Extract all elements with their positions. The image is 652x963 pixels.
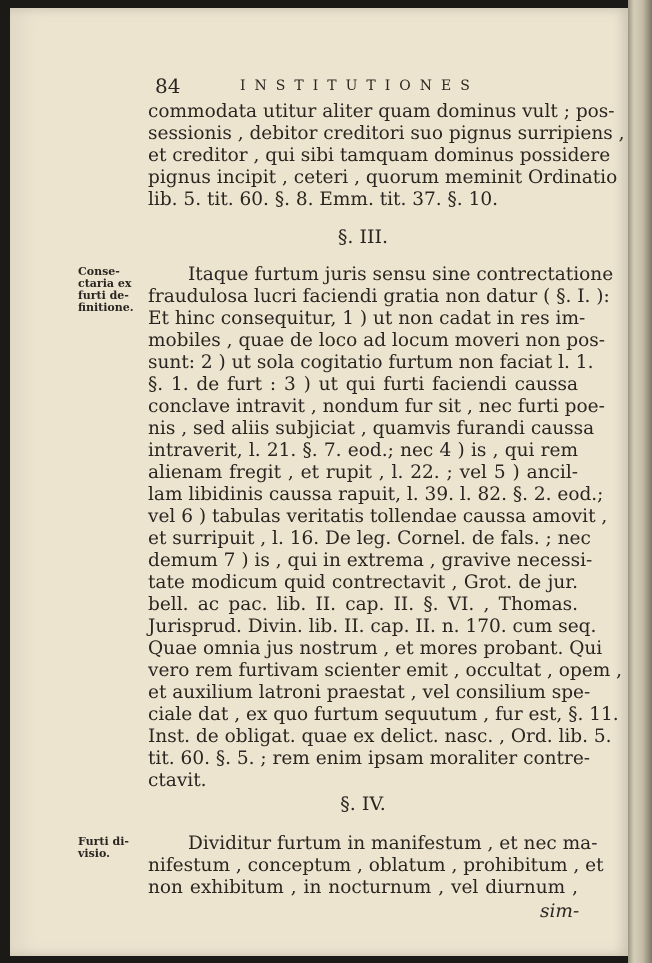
text-line: et auxilium latroni praestat , vel consilium spe- [148,682,591,703]
text-line: Et hinc consequitur, 1 ) ut non cadat in res im- [148,308,586,329]
text-line: tit. 60. §. 5. ; rem enim ipsam moraliter contre- [148,748,591,769]
text-line: vero rem furtivam scienter emit , occultat , opem , [148,660,623,681]
text-line: sunt: 2 ) ut sola cogitatio furtum non faciat l. 1. [148,352,594,373]
text-line: ciale dat , ex quo furtum sequutum , fur est, §. 11. [148,704,619,725]
text-line: Jurisprud. Divin. lib. II. cap. II. n. 170. cum seq. [148,616,597,637]
text-line: Dividitur furtum in manifestum , et nec ma- [188,833,598,854]
margin-note-line: Furti di- [78,835,129,848]
margin-note-line: furti de- [78,289,129,302]
margin-note-division [78,836,153,860]
margin-note-line: ctaria ex [78,277,132,290]
margin-note-line: visio. [78,847,110,860]
text-line: bell. ac pac. lib. II. cap. II. §. VI. , Thomas. [148,594,578,615]
margin-note-line: finitione. [78,301,134,314]
text-line: Quae omnia jus nostrum , et mores probant. Qui [148,638,603,659]
running-title: INSTITUTIONES [240,78,479,94]
catchword: sim- [540,901,580,922]
text-line: tate modicum quid contrectavit , Grot. de jur. [148,572,578,593]
text-line: mobiles , quae de loco ad locum moveri non pos- [148,330,605,351]
section-heading-3: §. III. [337,226,389,248]
margin-note-corollaries [78,266,153,314]
margin-note-line: Conse- [78,265,120,278]
text-line: demum 7 ) is , qui in extrema , gravive necessi- [148,550,593,571]
page-edge [628,0,652,963]
text-line: §. 1. de furt : 3 ) ut qui furti faciendi caussa [148,374,578,395]
text-line: conclave intravit , nondum fur sit , nec furti poe- [148,396,605,417]
text-line: Inst. de obligat. quae ex delict. nasc. , Ord. lib. 5. [148,726,612,747]
text-line: nifestum , conceptum , oblatum , prohibitum , et [148,855,604,876]
text-line: ctavit. [148,770,207,791]
text-line: fraudulosa lucri faciendi gratia non datur ( §. I. ): [148,286,610,307]
text-line: lam libidinis caussa rapuit, l. 39. l. 82. §. 2. eod.; [148,484,604,505]
text-line: Itaque furtum juris sensu sine contrectatione [188,264,614,285]
text-line: et surripuit , l. 16. De leg. Cornel. de fals. ; nec [148,528,591,549]
text-line: et creditor , qui sibi tamquam dominus possidere [148,145,611,166]
text-line: intraverit, l. 21. §. 7. eod.; nec 4 ) is , qui rem [148,440,578,461]
section-heading-4: §. IV. [340,793,386,815]
text-line: commodata utitur aliter quam dominus vult ; pos- [148,101,615,122]
text-line: sessionis , debitor creditori suo pignus surripiens , [148,123,625,144]
text-line: non exhibitum , in nocturnum , vel diurnum , [148,877,578,898]
book-page [10,8,628,956]
page-number: 84 [155,74,181,98]
text-line: lib. 5. tit. 60. §. 8. Emm. tit. 37. §. 10. [148,189,498,210]
scan-top-border [0,0,652,8]
text-line: pignus incipit , ceteri , quorum meminit Ordinatio [148,167,618,188]
running-header [10,70,628,100]
text-line: vel 6 ) tabulas veritatis tollendae caussa amovit , [148,506,608,527]
text-line: alienam fregit , et rupit , l. 22. ; vel 5 ) ancil- [148,462,578,483]
text-line: nis , sed aliis subjiciat , quamvis furandi caussa [148,418,595,439]
